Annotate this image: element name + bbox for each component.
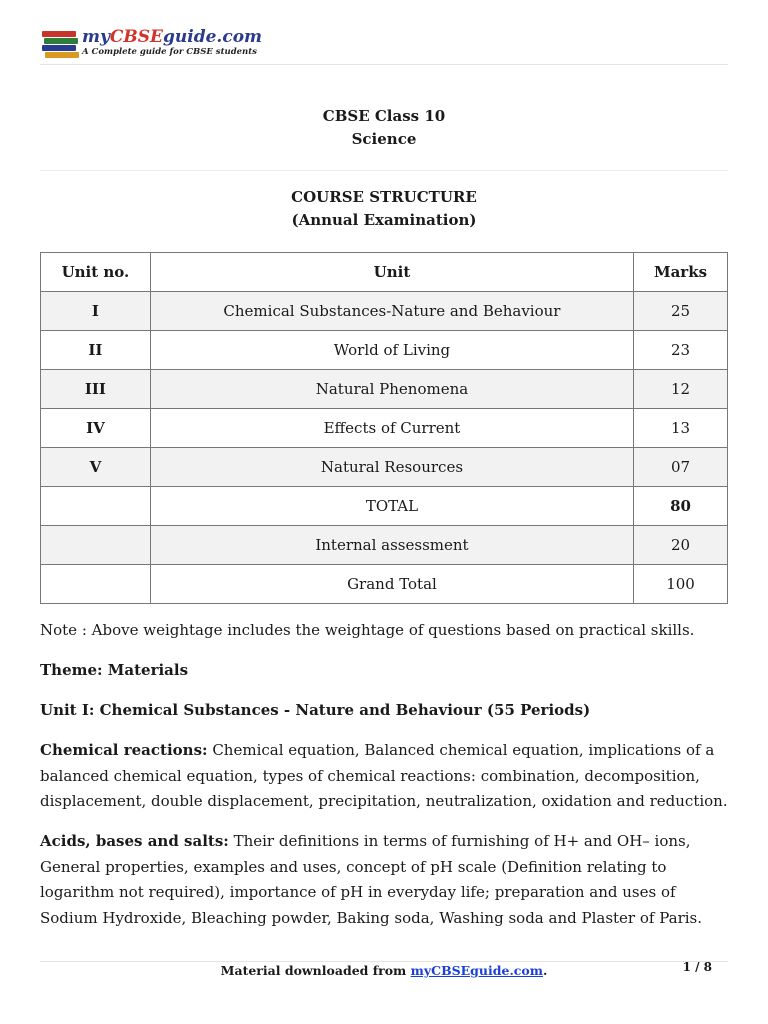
logo-title: myCBSEguide.com — [82, 27, 263, 48]
chemical-reactions-label: Chemical reactions: — [40, 741, 208, 759]
table-row — [41, 448, 728, 487]
marks-table — [40, 252, 728, 604]
unit-cell: Natural Resources — [150, 448, 633, 487]
page-footer — [40, 963, 728, 978]
chemical-reactions-text: Chemical equation, Balanced chemical equation, implications of a balanced chemical equation, types of chemical reactions: combination, decomposition, displacement, double displacement, precipitation, neutralization, oxidation and reduction. — [40, 741, 728, 810]
page-header — [40, 26, 728, 65]
unit-no-cell — [41, 526, 151, 565]
marks-cell: 23 — [634, 331, 728, 370]
theme-heading: Theme: Materials — [40, 661, 189, 679]
footer-link[interactable]: myCBSEguide.com — [410, 963, 543, 978]
marks-cell: 12 — [634, 370, 728, 409]
table-row-internal — [41, 526, 728, 565]
header-unit-no: Unit no. — [41, 253, 151, 292]
title-line-2: Science — [351, 130, 417, 148]
header-marks: Marks — [634, 253, 728, 292]
unit-cell: Natural Phenomena — [150, 370, 633, 409]
acids-bases-label: Acids, bases and salts: — [40, 832, 229, 850]
chemical-reactions-paragraph — [40, 738, 728, 815]
marks-cell: 07 — [634, 448, 728, 487]
marks-cell: 80 — [634, 487, 728, 526]
unit-no-cell: IV — [41, 409, 151, 448]
table-row — [41, 409, 728, 448]
unit-no-cell: I — [41, 292, 151, 331]
unit-cell: Internal assessment — [150, 526, 633, 565]
divider — [40, 170, 728, 171]
site-logo[interactable] — [40, 26, 262, 60]
unit-no-cell: V — [41, 448, 151, 487]
table-row — [41, 370, 728, 409]
title-line-1: CBSE Class 10 — [322, 107, 446, 125]
unit-cell: TOTAL — [150, 487, 633, 526]
unit-heading: Unit I: Chemical Substances - Nature and Behaviour (55 Periods) — [40, 701, 591, 719]
acids-bases-paragraph — [40, 829, 728, 931]
course-structure-heading — [40, 188, 728, 229]
doc-title — [40, 107, 728, 148]
marks-cell: 13 — [634, 409, 728, 448]
footer-divider — [40, 961, 728, 962]
marks-cell: 100 — [634, 565, 728, 604]
unit-cell: Effects of Current — [150, 409, 633, 448]
unit-no-cell — [41, 565, 151, 604]
marks-cell: 20 — [634, 526, 728, 565]
table-row-grand-total — [41, 565, 728, 604]
table-row-total — [41, 487, 728, 526]
unit-no-cell: III — [41, 370, 151, 409]
subtitle-line-1: COURSE STRUCTURE — [291, 188, 477, 206]
footer-prefix: Material downloaded from — [220, 963, 411, 978]
unit-cell: Chemical Substances-Nature and Behaviour — [150, 292, 633, 331]
table-row — [41, 331, 728, 370]
unit-no-cell — [41, 487, 151, 526]
table-header-row — [41, 253, 728, 292]
page-number: 1 / 8 — [682, 960, 712, 974]
marks-cell: 25 — [634, 292, 728, 331]
unit-cell: Grand Total — [150, 565, 633, 604]
note-text: Note : Above weightage includes the weightage of questions based on practical skills. — [40, 621, 695, 639]
books-logo-icon — [40, 28, 80, 58]
unit-cell: World of Living — [150, 331, 633, 370]
unit-no-cell: II — [41, 331, 151, 370]
acids-bases-text: Their definitions in terms of furnishing of H+ and OH– ions, General properties, examples and uses, concept of pH scale (Definition relating to logarithm not required), importance of pH in everyday life; preparation and uses of Sodium Hydroxide, Bleaching powder, Baking soda, Washing soda and Plaster of Paris. — [40, 832, 702, 927]
footer-suffix: . — [542, 963, 548, 978]
header-unit: Unit — [150, 253, 633, 292]
table-row — [41, 292, 728, 331]
subtitle-line-2: (Annual Examination) — [291, 211, 477, 229]
logo-tagline: A Complete guide for CBSE students — [82, 47, 257, 58]
